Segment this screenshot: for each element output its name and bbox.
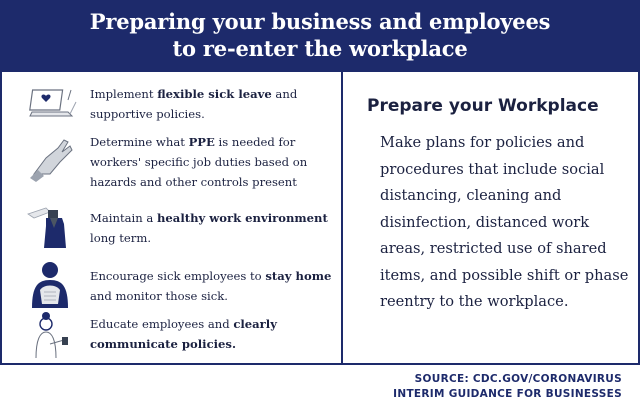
source-line1: SOURCE: CDC.GOV/CORONAVIRUS <box>414 373 622 385</box>
header-title-line1: Preparing your business and employees <box>89 9 551 34</box>
item-text: Encourage sick employees to stay home and monitor those sick. <box>90 269 332 303</box>
source-line2: INTERIM GUIDANCE FOR BUSINESSES <box>393 388 622 400</box>
list-item <box>0 84 340 124</box>
item-text: Educate employees and clearly communicate policies. <box>90 317 277 351</box>
sick-person-icon <box>24 260 80 310</box>
list-item <box>0 206 340 256</box>
item-text: Maintain a healthy work environment long term. <box>90 211 328 245</box>
list-item <box>0 132 340 192</box>
column-divider <box>341 72 343 365</box>
item-text: Implement flexible sick leave and supportive policies. <box>90 87 298 121</box>
list-item <box>0 314 340 362</box>
item-text: Determine what PPE is needed for workers' specific job duties based on hazards and other controls present <box>90 135 308 189</box>
header-banner <box>0 0 640 72</box>
header-title-line2: to re-enter the workplace <box>172 36 468 61</box>
laptop-heart-icon <box>24 80 80 130</box>
spray-bottle-icon <box>24 204 80 254</box>
gloved-hand-icon <box>24 134 80 184</box>
person-with-phone-icon <box>24 310 80 360</box>
source-credit <box>393 372 622 402</box>
list-item <box>0 264 340 310</box>
right-title: Prepare your Workplace <box>367 96 599 116</box>
right-body: Make plans for policies and procedures that include social distancing, cleaning and disinfection, distanced work areas, restricted use of shared items, and possible shift or phase reentry to the workplace. <box>380 134 629 310</box>
